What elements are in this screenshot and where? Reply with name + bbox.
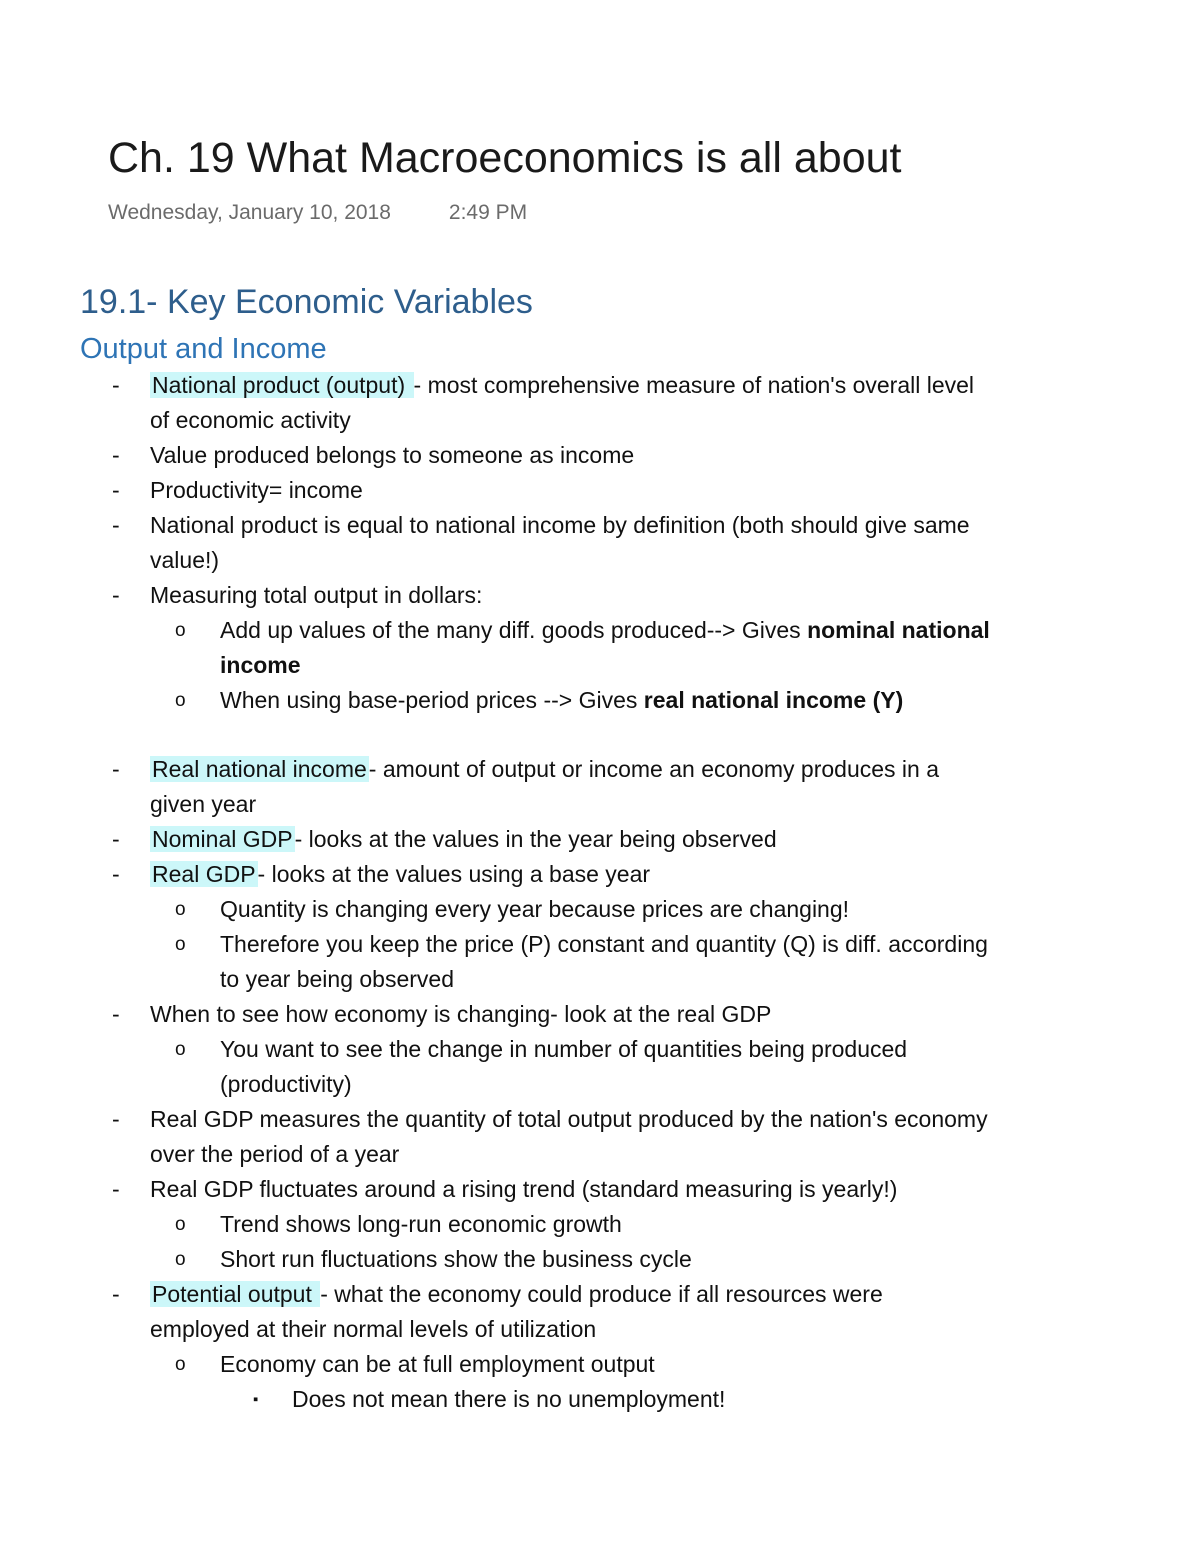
sub-list-item xyxy=(0,613,1200,648)
list-item xyxy=(0,997,1200,1032)
list-item xyxy=(0,822,1200,857)
list-item-continuation xyxy=(0,648,1200,683)
circle-bullet: o xyxy=(175,1354,186,1375)
sub-list-item xyxy=(0,1242,1200,1277)
section-heading: 19.1- Key Economic Variables xyxy=(80,283,533,321)
list-item-text: Real GDP fluctuates around a rising trend (standard measuring is yearly!) xyxy=(150,1176,898,1202)
circle-bullet: o xyxy=(175,1039,186,1060)
dash-bullet: - xyxy=(112,826,120,852)
page-time: 2:49 PM xyxy=(448,201,528,224)
list-item-text: - looks at the values using a base year xyxy=(257,861,651,887)
dash-bullet: - xyxy=(112,1281,120,1307)
dash-bullet: - xyxy=(112,582,120,608)
list-item-text: Economy can be at full employment output xyxy=(220,1351,655,1377)
circle-bullet: o xyxy=(175,899,186,920)
list-item xyxy=(0,473,1200,508)
list-item-continuation: over the period of a year xyxy=(150,1141,400,1167)
highlighted-term: Potential output xyxy=(152,1281,319,1307)
list-item xyxy=(0,1277,1200,1312)
square-bullet: ▪ xyxy=(253,1391,259,1408)
list-item-continuation: to year being observed xyxy=(220,966,454,992)
highlighted-term: National product (output) xyxy=(152,372,412,398)
circle-bullet: o xyxy=(175,1249,186,1270)
list-item-continuation: employed at their normal levels of utilization xyxy=(150,1316,597,1342)
list-item xyxy=(0,1172,1200,1207)
list-item-text: Real GDP measures the quantity of total output produced by the nation's economy xyxy=(150,1106,988,1132)
circle-bullet: o xyxy=(175,620,186,641)
list-item-text: - amount of output or income an economy produces in a xyxy=(368,756,940,782)
dash-bullet: - xyxy=(112,477,120,503)
list-item-text: When to see how economy is changing- look at the real GDP xyxy=(150,1001,772,1027)
list-item-text: National product is equal to national income by definition (both should give same xyxy=(150,512,970,538)
list-item xyxy=(0,438,1200,473)
bold-term: real national income (Y) xyxy=(643,687,904,713)
dash-bullet: - xyxy=(112,512,120,538)
list-item-text: - what the economy could produce if all resources were xyxy=(320,1281,883,1307)
circle-bullet: o xyxy=(175,1214,186,1235)
sub-list-item xyxy=(0,1207,1200,1242)
list-item-continuation: (productivity) xyxy=(220,1071,352,1097)
circle-bullet: o xyxy=(175,690,186,711)
dash-bullet: - xyxy=(112,756,120,782)
list-item-text: Value produced belongs to someone as income xyxy=(150,442,635,468)
list-item xyxy=(0,857,1200,892)
list-item xyxy=(0,368,1200,403)
dash-bullet: - xyxy=(112,1001,120,1027)
list-item xyxy=(0,752,1200,787)
sub-list-item xyxy=(0,1347,1200,1382)
list-item-text: Quantity is changing every year because prices are changing! xyxy=(220,896,850,922)
dash-bullet: - xyxy=(112,1106,120,1132)
list-item xyxy=(0,1102,1200,1137)
section-subheading: Output and Income xyxy=(80,333,327,365)
sub-list-item xyxy=(0,892,1200,927)
dash-bullet: - xyxy=(112,372,120,398)
list-item-continuation: given year xyxy=(150,791,257,817)
dash-bullet: - xyxy=(112,861,120,887)
sub-sub-list-item xyxy=(0,1382,1200,1417)
sub-list-item xyxy=(0,1032,1200,1067)
sub-list-item xyxy=(0,683,1200,718)
list-item-text: Productivity= income xyxy=(150,477,363,503)
list-item-text: Therefore you keep the price (P) constant and quantity (Q) is diff. according xyxy=(220,931,988,957)
list-item-text: Add up values of the many diff. goods produced--> Gives xyxy=(220,617,808,643)
list-item-text: You want to see the change in number of quantities being produced xyxy=(220,1036,908,1062)
list-item-text: - most comprehensive measure of nation's overall level xyxy=(413,372,975,398)
highlighted-term: Nominal GDP xyxy=(152,826,293,852)
list-item-text: Trend shows long-run economic growth xyxy=(220,1211,622,1237)
notes-list xyxy=(0,368,1200,1438)
dash-bullet: - xyxy=(112,442,120,468)
list-item-continuation: of economic activity xyxy=(150,407,351,433)
bold-term: nominal national xyxy=(807,617,990,643)
list-item-text: Does not mean there is no unemployment! xyxy=(292,1386,726,1412)
highlighted-term: Real GDP xyxy=(152,861,256,887)
list-item xyxy=(0,578,1200,613)
page-title: Ch. 19 What Macroeconomics is all about xyxy=(108,134,902,182)
list-item-text: When using base-period prices --> Gives xyxy=(220,687,644,713)
list-item-text: - looks at the values in the year being observed xyxy=(294,826,777,852)
bold-term: income xyxy=(220,652,301,678)
page-date: Wednesday, January 10, 2018 xyxy=(108,201,391,224)
list-item-text: Measuring total output in dollars: xyxy=(150,582,483,608)
dash-bullet: - xyxy=(112,1176,120,1202)
highlighted-term: Real national income xyxy=(152,756,367,782)
list-item xyxy=(0,508,1200,543)
list-item-continuation: value!) xyxy=(150,547,220,573)
sub-list-item xyxy=(0,927,1200,962)
list-item-text: Short run fluctuations show the business cycle xyxy=(220,1246,692,1272)
circle-bullet: o xyxy=(175,934,186,955)
page-timestamp xyxy=(108,198,527,228)
